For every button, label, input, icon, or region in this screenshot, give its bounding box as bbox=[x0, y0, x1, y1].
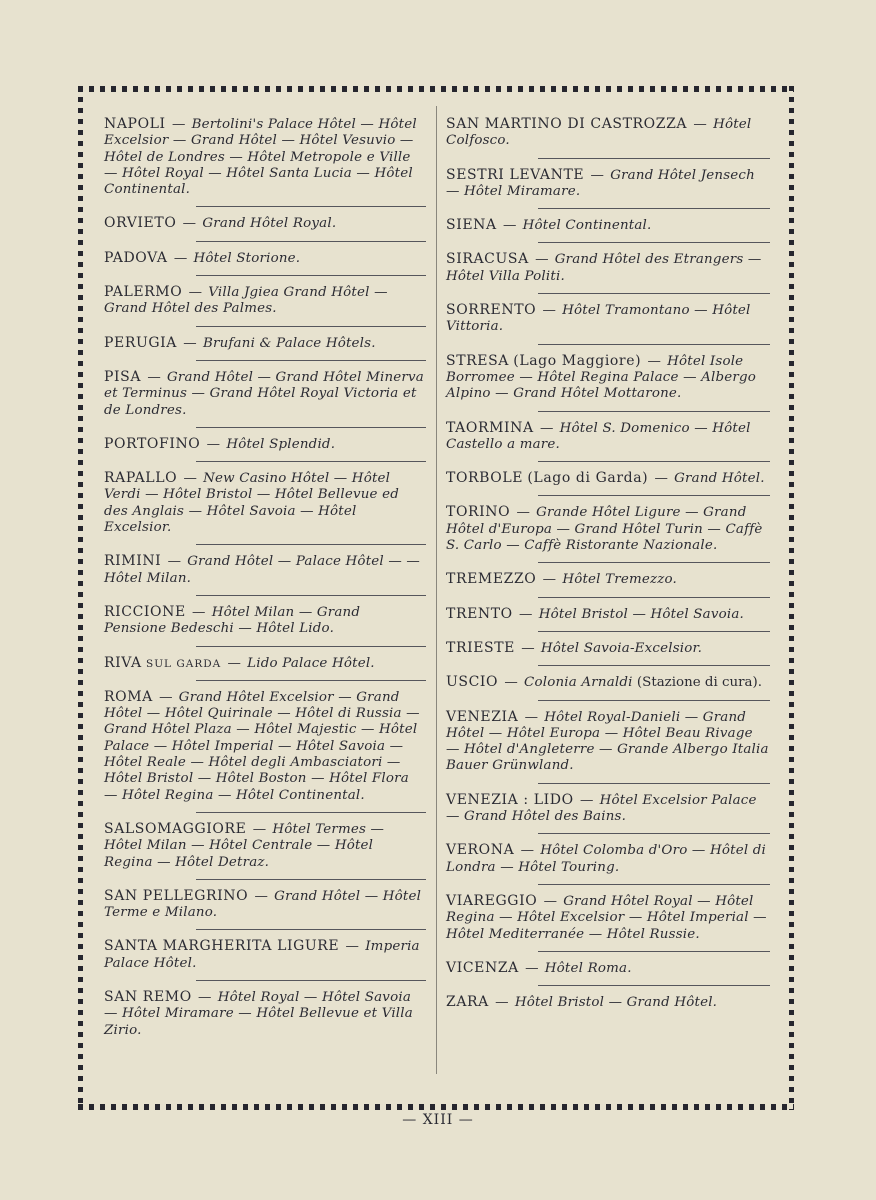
separator-dash: — bbox=[504, 675, 523, 691]
city-name: RIVA bbox=[104, 654, 142, 671]
hotel-list: Hôtel Splendid. bbox=[226, 436, 336, 452]
left-column bbox=[104, 116, 426, 1056]
separator-dash: — bbox=[252, 821, 271, 837]
separator-dash: — bbox=[525, 960, 543, 976]
directory-entry bbox=[104, 938, 426, 981]
hotel-list: Hôtel Bristol — Grand Hôtel. bbox=[514, 995, 718, 1011]
directory-entry bbox=[446, 606, 770, 632]
city-name: TORBOLE bbox=[446, 470, 524, 487]
hotel-list: Hôtel Royal-Danieli — Grand Hôtel — Hôtel Europa — Hôtel Beau Rivage — Hôtel d'Angleterre — Grande Albergo Italia Bauer Grünwland. bbox=[446, 709, 769, 774]
separator-dash: — bbox=[647, 353, 666, 369]
directory-entry bbox=[446, 994, 770, 1020]
separator-dash: — bbox=[495, 995, 513, 1011]
separator-dash: — bbox=[693, 117, 712, 132]
hotel-list: Grand Hôtel Royal. bbox=[202, 216, 337, 232]
hotel-list: Grand Hôtel Jensech — Hôtel Miramare. bbox=[446, 167, 755, 199]
separator-dash: — bbox=[542, 572, 561, 588]
hotel-list: Grand Hôtel des Etrangers — Hôtel Villa Politi. bbox=[446, 252, 762, 284]
city-name: RIMINI bbox=[104, 553, 162, 570]
hotel-list: Hôtel Isole Borromee — Hôtel Regina Palace — Albergo Alpino — Grand Hôtel Mottarone. bbox=[446, 353, 756, 402]
hotel-list: Hôtel Roma. bbox=[544, 960, 632, 976]
hotel-list: Hôtel Colomba d'Oro — Hôtel di Londra — Hôtel Touring. bbox=[446, 843, 767, 875]
separator-dash: — bbox=[227, 655, 246, 671]
hotel-list: Grand Hôtel Royal — Hôtel Regina — Hôtel Excelsior — Hôtel Imperial — Hôtel Mediterranée — Hôtel Russie. bbox=[446, 893, 767, 942]
city-name: PORTOFINO bbox=[104, 435, 201, 452]
separator-dash: — bbox=[516, 505, 535, 521]
city-name: PADOVA bbox=[104, 249, 168, 266]
hotel-list: Hôtel Excelsior Palace — Grand Hôtel des Bains. bbox=[446, 792, 757, 825]
separator-dash: — bbox=[171, 117, 190, 132]
dotted-border-top bbox=[78, 86, 794, 92]
city-name: SESTRI LEVANTE bbox=[446, 166, 585, 183]
hotel-list: Hôtel Colfosco. bbox=[446, 117, 752, 149]
page-frame bbox=[78, 86, 794, 1110]
hotel-list: Brufani & Palace Hôtels. bbox=[202, 335, 376, 351]
directory-entry bbox=[104, 821, 426, 880]
directory-entry bbox=[446, 792, 770, 835]
hotel-list: Hôtel Termes — Hôtel Milan — Hôtel Centrale — Hôtel Regina — Hôtel Detraz. bbox=[104, 821, 385, 870]
separator-dash: — bbox=[188, 285, 207, 301]
city-name: VENEZIA bbox=[446, 708, 519, 725]
hotel-list: Grande Hôtel Ligure — Grand Hôtel d'Europa — Grand Hôtel Turin — Caffè S. Carlo — Caffè Ristorante Nazionale. bbox=[446, 505, 763, 554]
hotel-list: Colonia Arnaldi bbox=[524, 675, 633, 691]
directory-entry bbox=[446, 420, 770, 463]
city-name: NAPOLI bbox=[104, 116, 166, 132]
city-name: SAN MARTINO DI CASTROZZA bbox=[446, 116, 688, 132]
hotel-list: Hôtel S. Domenico — Hôtel Castello a mare. bbox=[446, 420, 751, 452]
hotel-list: Hôtel Continental. bbox=[522, 218, 652, 234]
directory-entry bbox=[104, 436, 426, 462]
city-name: SANTA MARGHERITA LIGURE bbox=[104, 938, 340, 955]
city-name: RAPALLO bbox=[104, 470, 178, 487]
hotel-list: Villa Jgiea Grand Hôtel — Grand Hôtel des Palmes. bbox=[104, 285, 388, 317]
directory-entry bbox=[104, 470, 426, 545]
separator-dash: — bbox=[521, 640, 539, 656]
separator-dash: — bbox=[540, 420, 558, 436]
directory-entry bbox=[104, 250, 426, 276]
hotel-note: (Stazione di cura). bbox=[636, 675, 762, 691]
city-name: VICENZA bbox=[446, 959, 519, 976]
directory-entry bbox=[446, 504, 770, 563]
hotel-list: Hôtel Tramontano — Hôtel Vittoria. bbox=[446, 303, 751, 335]
separator-dash: — bbox=[147, 369, 165, 385]
city-name: TREMEZZO bbox=[446, 571, 537, 588]
city-qualifier: SUL GARDA bbox=[146, 657, 222, 670]
hotel-list: Grand Hôtel — Palace Hôtel — — Hôtel Milan. bbox=[104, 554, 420, 586]
separator-dash: — bbox=[173, 250, 192, 266]
directory-entry bbox=[104, 284, 426, 327]
separator-dash: — bbox=[198, 989, 216, 1005]
separator-dash: — bbox=[345, 939, 364, 955]
city-name: SALSOMAGGIORE bbox=[104, 820, 247, 837]
directory-entry bbox=[446, 709, 770, 784]
separator-dash: — bbox=[206, 436, 225, 452]
separator-dash: — bbox=[159, 689, 177, 705]
hotel-list: Grand Hôtel — Hôtel Terme e Milano. bbox=[104, 888, 422, 921]
city-name: SIENA bbox=[446, 217, 497, 234]
hotel-list: Hôtel Royal — Hôtel Savoia — Hôtel Miramare — Hôtel Bellevue et Villa Zirio. bbox=[104, 989, 413, 1038]
hotel-list: Grand Hôtel Excelsior — Grand Hôtel — Hôtel Quirinale — Hôtel di Russia — Grand Hôtel Plaza — Hôtel Majestic — Hôtel Palace — Hôtel Imperial — Hôtel Savoia — Hôtel Reale — Hôtel degli Ambasciatori — Hôtel Bristol — Hôtel Boston — Hôtel Flora — Hôtel Regina — Hôtel Continental. bbox=[104, 689, 420, 803]
hotel-list: Grand Hôtel — Grand Hôtel Minerva et Terminus — Grand Hôtel Royal Victoria et de Londres. bbox=[104, 369, 424, 418]
dotted-border-left bbox=[78, 86, 83, 1110]
city-name: ORVIETO bbox=[104, 215, 177, 232]
dotted-border-right bbox=[789, 86, 794, 1110]
directory-entry bbox=[446, 470, 770, 496]
city-name: PERUGIA bbox=[104, 334, 178, 351]
city-name: USCIO bbox=[446, 674, 499, 691]
separator-dash: — bbox=[519, 606, 537, 622]
city-name: VIAREGGIO bbox=[446, 892, 538, 909]
hotel-list: Lido Palace Hôtel. bbox=[247, 655, 375, 671]
city-name: VENEZIA : LIDO bbox=[446, 791, 574, 808]
directory-entry bbox=[446, 640, 770, 666]
city-name: PALERMO bbox=[104, 284, 183, 301]
directory-entry bbox=[446, 116, 770, 159]
hotel-list: Hôtel Milan — Grand Pensione Bedeschi — Hôtel Lido. bbox=[104, 604, 361, 637]
directory-entry bbox=[104, 369, 426, 428]
city-name: ROMA bbox=[104, 688, 153, 705]
separator-dash: — bbox=[502, 218, 521, 234]
separator-dash: — bbox=[183, 335, 201, 351]
city-qualifier: (Lago di Garda) bbox=[527, 470, 649, 487]
separator-dash: — bbox=[182, 216, 201, 232]
separator-dash: — bbox=[535, 252, 553, 268]
dotted-border-bottom bbox=[78, 1104, 794, 1110]
city-name: SIRACUSA bbox=[446, 251, 529, 268]
directory-entry bbox=[104, 689, 426, 813]
hotel-list: Grand Hôtel. bbox=[674, 471, 765, 487]
hotel-list: Bertolini's Palace Hôtel — Hôtel Excelsior — Grand Hôtel — Hôtel Vesuvio — Hôtel de Londres — Hôtel Metropole e Ville — Hôtel Royal — Hôtel Santa Lucia — Hôtel Continental. bbox=[104, 117, 417, 198]
directory-entry bbox=[446, 571, 770, 597]
separator-dash: — bbox=[654, 471, 673, 487]
directory-entry bbox=[446, 960, 770, 986]
city-name: VERONA bbox=[446, 842, 515, 859]
directory-entry bbox=[446, 167, 770, 210]
city-name: ZARA bbox=[446, 994, 489, 1011]
directory-entry bbox=[104, 604, 426, 647]
separator-dash: — bbox=[590, 167, 609, 183]
right-column bbox=[446, 116, 770, 1028]
directory-entry bbox=[446, 217, 770, 243]
city-name: STRESA bbox=[446, 352, 509, 369]
directory-entry bbox=[104, 335, 426, 361]
city-name: TRIESTE bbox=[446, 639, 515, 656]
separator-dash: — bbox=[167, 554, 186, 570]
directory-entry bbox=[104, 989, 426, 1048]
separator-dash: — bbox=[543, 893, 562, 909]
city-name: SAN PELLEGRINO bbox=[104, 887, 249, 904]
directory-entry bbox=[104, 888, 426, 931]
separator-dash: — bbox=[183, 471, 202, 487]
city-name: TRENTO bbox=[446, 605, 513, 622]
directory-entry bbox=[446, 302, 770, 345]
directory-entry bbox=[104, 655, 426, 681]
city-name: TORINO bbox=[446, 504, 511, 521]
directory-entry bbox=[104, 553, 426, 596]
hotel-list: Imperia Palace Hôtel. bbox=[104, 939, 420, 971]
hotel-list: New Casino Hôtel — Hôtel Verdi — Hôtel Bristol — Hôtel Bellevue ed des Anglais — Hôtel Savoia — Hôtel Excelsior. bbox=[104, 471, 400, 536]
directory-entry bbox=[104, 215, 426, 241]
directory-entry bbox=[446, 251, 770, 294]
hotel-list: Hôtel Savoia-Excelsior. bbox=[540, 640, 703, 656]
directory-entry bbox=[446, 353, 770, 412]
separator-dash: — bbox=[524, 709, 543, 725]
directory-entry bbox=[446, 842, 770, 885]
separator-dash: — bbox=[192, 604, 210, 620]
hotel-list: Hôtel Storione. bbox=[193, 250, 301, 266]
city-qualifier: (Lago Maggiore) bbox=[513, 352, 642, 369]
separator-dash: — bbox=[254, 888, 273, 904]
city-name: TAORMINA bbox=[446, 419, 534, 436]
hotel-list: Hôtel Tremezzo. bbox=[562, 572, 677, 588]
city-name: RICCIONE bbox=[104, 603, 186, 620]
column-divider bbox=[436, 106, 437, 1074]
directory-entry bbox=[446, 674, 770, 700]
city-name: SORRENTO bbox=[446, 302, 537, 319]
directory-entry bbox=[104, 116, 426, 207]
hotel-list: Hôtel Bristol — Hôtel Savoia. bbox=[538, 606, 744, 622]
directory-entry bbox=[446, 893, 770, 952]
city-name: PISA bbox=[104, 368, 142, 385]
city-name: SAN REMO bbox=[104, 988, 192, 1005]
page-number: — XIII — bbox=[402, 1112, 474, 1128]
separator-dash: — bbox=[579, 792, 598, 808]
separator-dash: — bbox=[520, 843, 539, 859]
separator-dash: — bbox=[542, 303, 561, 319]
